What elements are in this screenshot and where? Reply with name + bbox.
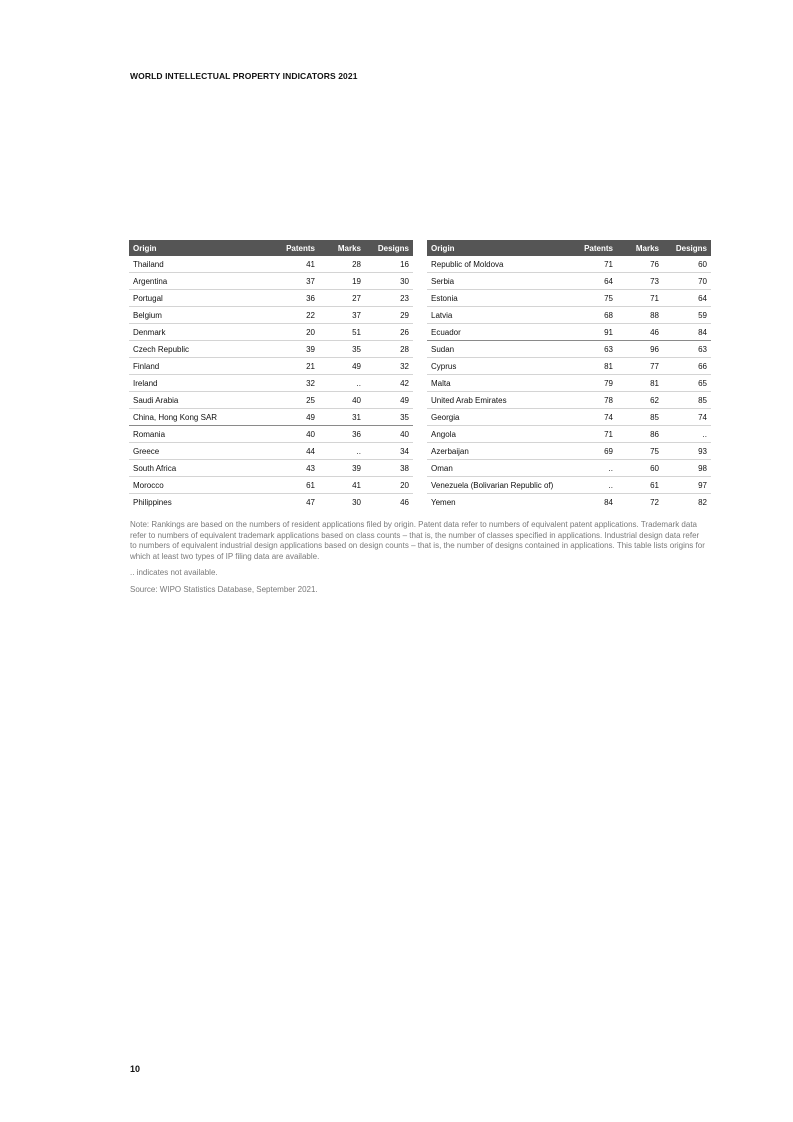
table-row: [427, 290, 711, 307]
cell-patents: 84: [604, 497, 613, 507]
cell-marks: 51: [319, 324, 365, 341]
cell-origin: United Arab Emirates: [427, 392, 573, 409]
cell-designs: 16: [365, 256, 413, 273]
cell-origin: Ecuador: [427, 324, 573, 341]
column-header-marks: Marks: [617, 240, 663, 256]
cell-patents: 41: [269, 256, 319, 273]
cell-designs: 93: [663, 443, 711, 460]
table-row: [427, 426, 711, 443]
cell-designs: ..: [663, 426, 711, 443]
column-header-origin: Origin: [427, 240, 573, 256]
cell-patents: 91: [573, 324, 617, 341]
cell-origin: Greece: [129, 443, 269, 460]
cell-marks: 61: [617, 477, 663, 494]
table-notes: [130, 520, 705, 601]
cell-designs: 46: [400, 497, 409, 507]
cell-designs: 23: [365, 290, 413, 307]
rankings-table-left: [129, 240, 413, 510]
rankings-tables: [129, 240, 711, 510]
table-row: [129, 409, 413, 426]
table-row: [427, 324, 711, 341]
cell-marks: 85: [617, 409, 663, 426]
cell-designs: 82: [698, 497, 707, 507]
cell-origin: Portugal: [129, 290, 269, 307]
rankings-table-right-body: [427, 256, 711, 510]
cell-marks: 73: [617, 273, 663, 290]
cell-designs: 97: [663, 477, 711, 494]
cell-origin: Finland: [129, 358, 269, 375]
cell-marks: 41: [319, 477, 365, 494]
cell-marks: 49: [319, 358, 365, 375]
cell-origin: Saudi Arabia: [129, 392, 269, 409]
cell-patents: 63: [573, 341, 617, 358]
cell-patents: 44: [269, 443, 319, 460]
table-row: [427, 443, 711, 460]
table-row: [129, 392, 413, 409]
cell-designs: 64: [663, 290, 711, 307]
table-row: [129, 307, 413, 324]
cell-marks: 46: [617, 324, 663, 341]
cell-designs: 34: [365, 443, 413, 460]
cell-patents: 22: [269, 307, 319, 324]
cell-designs: 42: [365, 375, 413, 392]
table-row: [427, 307, 711, 324]
table-row: [427, 341, 711, 358]
rankings-table-right: [427, 240, 711, 510]
cell-designs: 32: [365, 358, 413, 375]
table-row: [129, 426, 413, 443]
cell-origin: South Africa: [129, 460, 269, 477]
cell-origin: Venezuela (Bolivarian Republic of): [427, 477, 573, 494]
cell-marks: 88: [617, 307, 663, 324]
cell-patents: 40: [269, 426, 319, 443]
cell-patents: 68: [573, 307, 617, 324]
cell-origin: Belgium: [129, 307, 269, 324]
cell-marks: 30: [352, 497, 361, 507]
cell-origin: Denmark: [129, 324, 269, 341]
cell-origin: Czech Republic: [129, 341, 269, 358]
cell-origin: Serbia: [427, 273, 573, 290]
table-row: [129, 460, 413, 477]
cell-designs: 84: [663, 324, 711, 341]
cell-origin: China, Hong Kong SAR: [129, 409, 269, 426]
cell-origin: Morocco: [129, 477, 269, 494]
column-header-designs: Designs: [365, 240, 413, 256]
cell-origin: Romania: [129, 426, 269, 443]
cell-origin: Azerbaijan: [427, 443, 573, 460]
cell-designs: 66: [663, 358, 711, 375]
cell-origin: Latvia: [427, 307, 573, 324]
cell-patents: ..: [573, 460, 617, 477]
cell-origin: Georgia: [427, 409, 573, 426]
cell-patents: 47: [306, 497, 315, 507]
cell-designs: 60: [663, 256, 711, 273]
table-row: [427, 375, 711, 392]
cell-designs: 26: [365, 324, 413, 341]
note-text: Note: Rankings are based on the numbers of resident applications filed by origin. Patent data refer to numbers of equivalent patent applications. Trademark data refer to numbers of equivalent trademark applications based on class counts – that is, the number of classes specified in applications. Industrial design data refer to numbers of equivalent industrial design applications based on design counts – that is, the number of designs contained in applications. This table lists origins for which at least two types of IP filing data are available.: [130, 520, 705, 561]
table-row: [129, 477, 413, 494]
source-text: Source: WIPO Statistics Database, September 2021.: [130, 584, 318, 594]
cell-marks: 96: [617, 341, 663, 358]
cell-patents: 25: [269, 392, 319, 409]
cell-designs: 85: [663, 392, 711, 409]
cell-marks: 28: [319, 256, 365, 273]
cell-patents: 78: [573, 392, 617, 409]
cell-marks: 36: [319, 426, 365, 443]
cell-origin: Thailand: [129, 256, 269, 273]
cell-designs: 40: [365, 426, 413, 443]
table-row: [129, 290, 413, 307]
cell-designs: 20: [365, 477, 413, 494]
cell-marks: 39: [319, 460, 365, 477]
table-row: [129, 375, 413, 392]
cell-patents: 69: [573, 443, 617, 460]
cell-patents: 74: [573, 409, 617, 426]
page-number: 10: [130, 1064, 141, 1074]
cell-origin: Estonia: [427, 290, 573, 307]
cell-designs: 35: [365, 409, 413, 426]
cell-origin: Malta: [427, 375, 573, 392]
cell-origin: Republic of Moldova: [427, 256, 573, 273]
cell-marks: 76: [617, 256, 663, 273]
table-header-row: [427, 240, 711, 256]
table-row: [129, 341, 413, 358]
column-header-marks: Marks: [319, 240, 365, 256]
cell-marks: 62: [617, 392, 663, 409]
column-header-origin: Origin: [129, 240, 269, 256]
cell-marks: ..: [319, 375, 365, 392]
cell-marks: 19: [319, 273, 365, 290]
cell-patents: ..: [573, 477, 617, 494]
cell-marks: 35: [319, 341, 365, 358]
cell-marks: 81: [617, 375, 663, 392]
cell-patents: 79: [573, 375, 617, 392]
table-row: [427, 392, 711, 409]
cell-marks: 37: [319, 307, 365, 324]
cell-marks: 77: [617, 358, 663, 375]
cell-origin: Angola: [427, 426, 573, 443]
table-row: [129, 358, 413, 375]
rankings-table-left-body: [129, 256, 413, 510]
cell-patents: 32: [269, 375, 319, 392]
table-row: [427, 494, 711, 511]
table-row: [129, 494, 413, 511]
cell-patents: 61: [269, 477, 319, 494]
table-row: [129, 443, 413, 460]
column-header-patents: Patents: [573, 240, 617, 256]
cell-patents: 64: [573, 273, 617, 290]
cell-origin: Yemen: [431, 497, 456, 507]
cell-marks: 31: [319, 409, 365, 426]
cell-origin: Ireland: [129, 375, 269, 392]
cell-origin: Cyprus: [427, 358, 573, 375]
table-row: [129, 256, 413, 273]
table-row: [427, 477, 711, 494]
cell-patents: 39: [269, 341, 319, 358]
cell-designs: 65: [663, 375, 711, 392]
cell-designs: 74: [663, 409, 711, 426]
cell-patents: 75: [573, 290, 617, 307]
cell-patents: 20: [269, 324, 319, 341]
cell-designs: 98: [663, 460, 711, 477]
cell-marks: 27: [319, 290, 365, 307]
cell-marks: 86: [617, 426, 663, 443]
table-row: [129, 273, 413, 290]
legend-text: .. indicates not available.: [130, 568, 218, 577]
table-row: [129, 324, 413, 341]
cell-designs: 49: [365, 392, 413, 409]
column-header-designs: Designs: [663, 240, 711, 256]
cell-patents: 21: [269, 358, 319, 375]
cell-origin: Philippines: [133, 497, 172, 507]
cell-patents: 71: [573, 426, 617, 443]
cell-designs: 28: [365, 341, 413, 358]
cell-marks: 40: [319, 392, 365, 409]
table-row: [427, 256, 711, 273]
cell-designs: 63: [663, 341, 711, 358]
cell-marks: 71: [617, 290, 663, 307]
table-row: [427, 273, 711, 290]
cell-marks: ..: [319, 443, 365, 460]
cell-marks: 72: [650, 497, 659, 507]
running-header: WORLD INTELLECTUAL PROPERTY INDICATORS 2021: [130, 71, 358, 81]
cell-origin: Sudan: [427, 341, 573, 358]
cell-designs: 70: [663, 273, 711, 290]
cell-marks: 60: [617, 460, 663, 477]
cell-origin: Argentina: [129, 273, 269, 290]
column-header-patents: Patents: [269, 240, 319, 256]
table-row: [427, 409, 711, 426]
cell-designs: 59: [663, 307, 711, 324]
cell-patents: 43: [269, 460, 319, 477]
cell-patents: 36: [269, 290, 319, 307]
cell-patents: 37: [269, 273, 319, 290]
cell-origin: Oman: [427, 460, 573, 477]
table-row: [427, 358, 711, 375]
cell-patents: 49: [269, 409, 319, 426]
cell-designs: 38: [365, 460, 413, 477]
cell-designs: 30: [365, 273, 413, 290]
cell-patents: 81: [573, 358, 617, 375]
cell-patents: 71: [573, 256, 617, 273]
cell-marks: 75: [617, 443, 663, 460]
table-header-row: [129, 240, 413, 256]
cell-designs: 29: [365, 307, 413, 324]
table-row: [427, 460, 711, 477]
